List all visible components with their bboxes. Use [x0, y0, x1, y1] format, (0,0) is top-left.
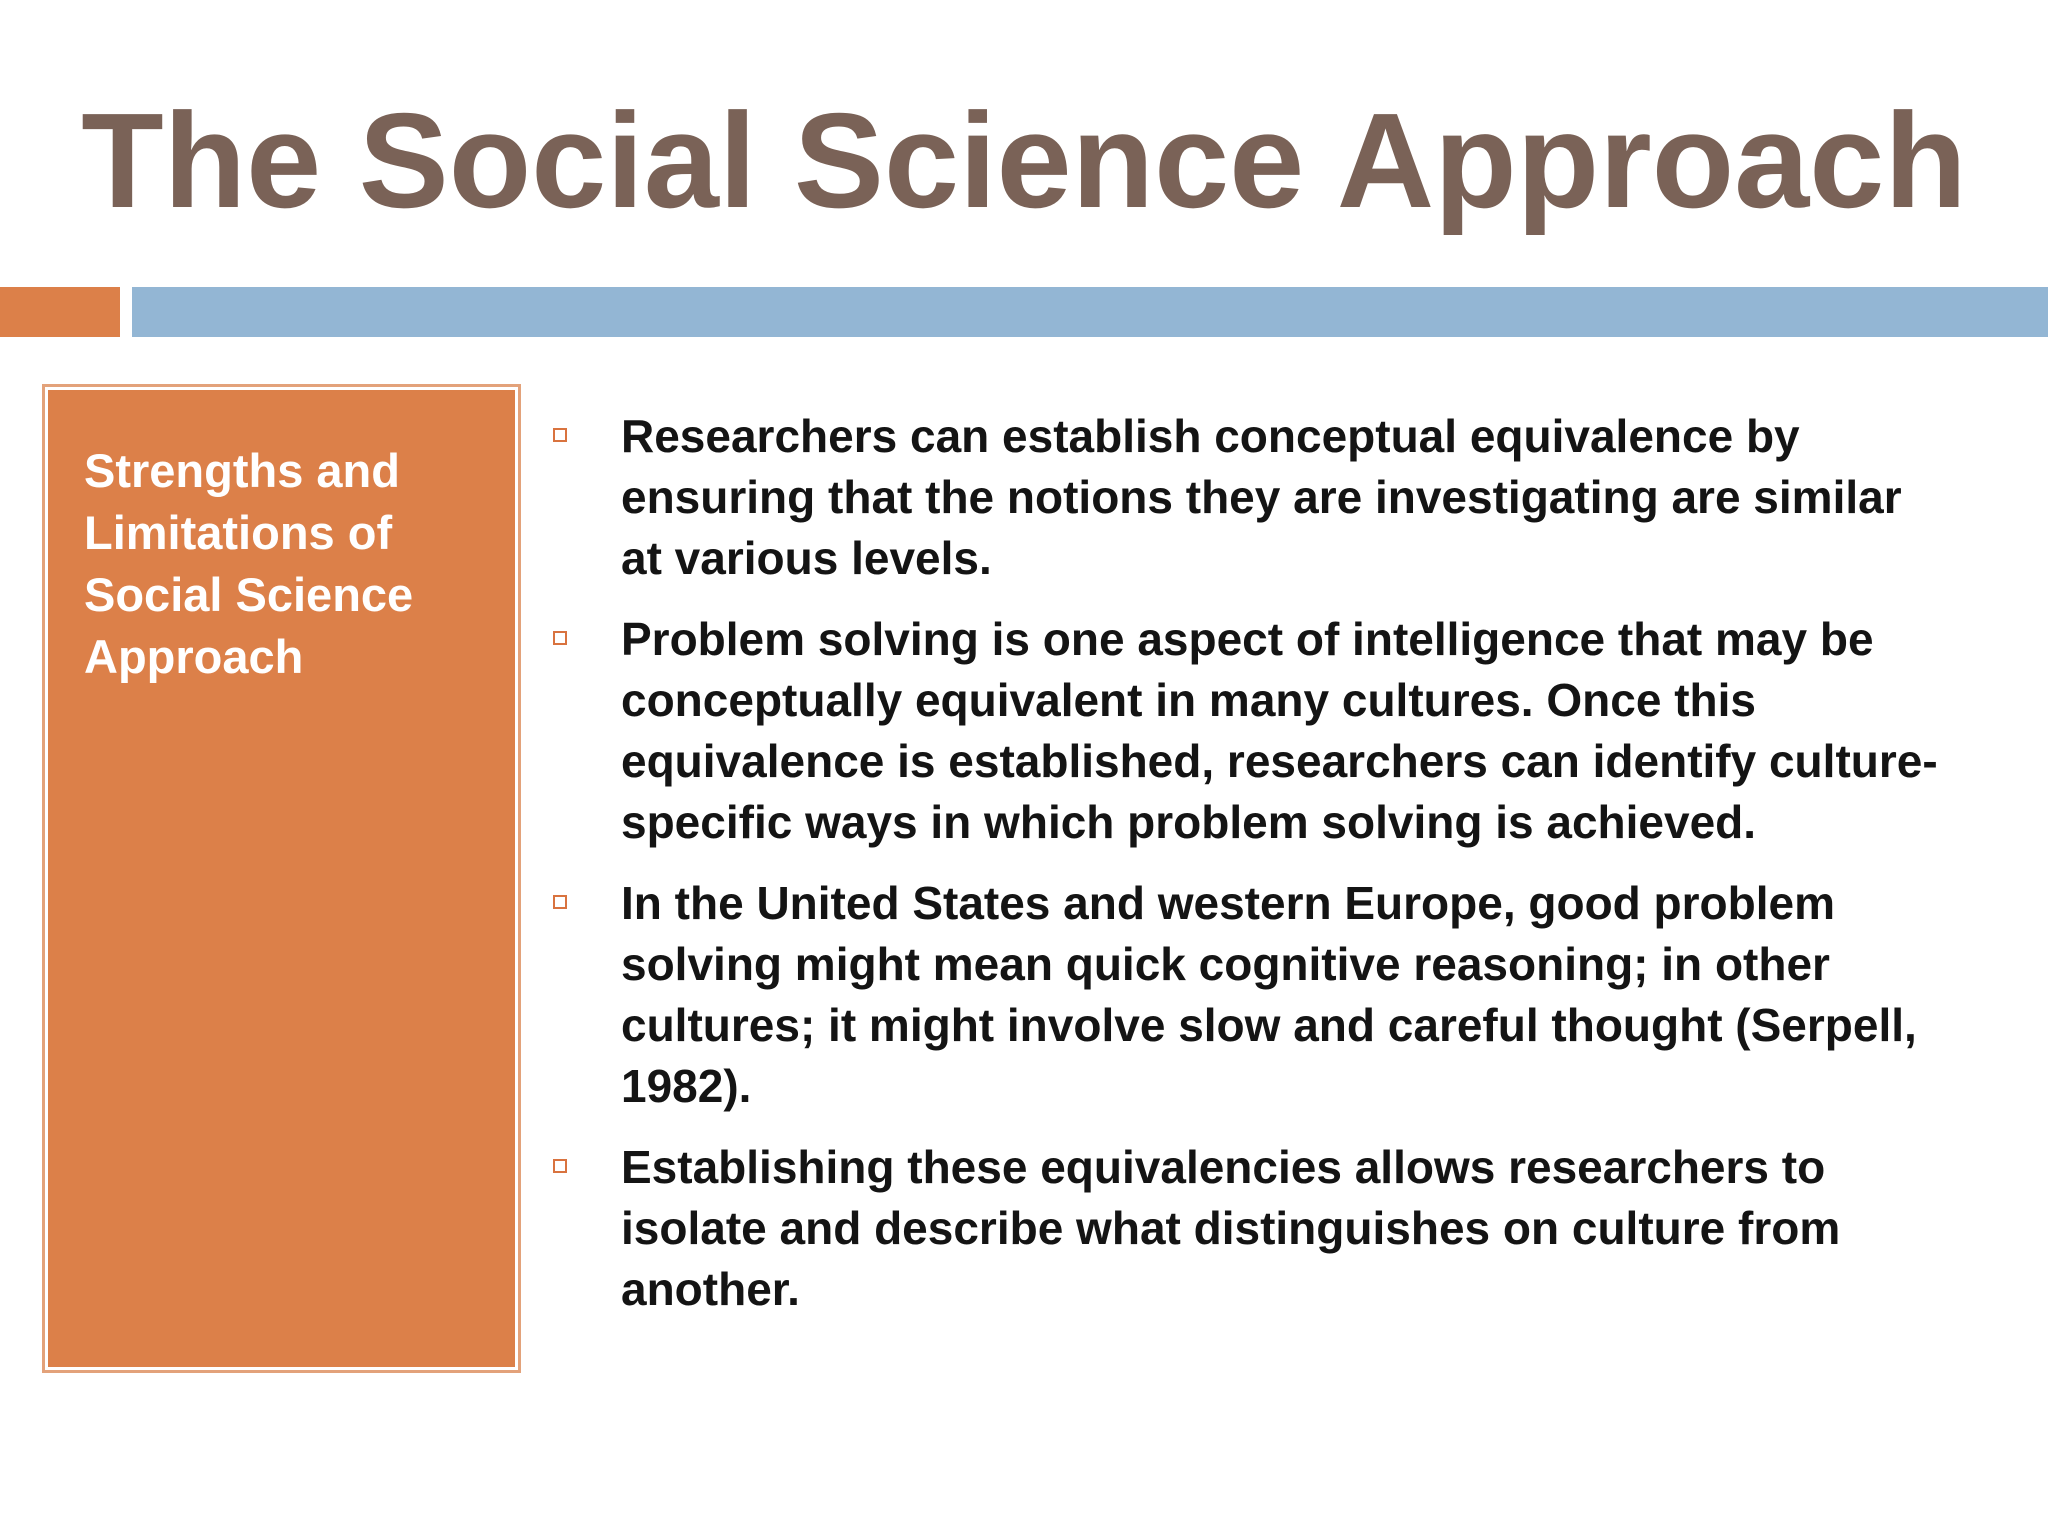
bullet-text: Problem solving is one aspect of intelligence that may be conceptually equivalent in many cultures. Once this equivalence is established, researchers can identify culture-specific ways in which problem solving is achieved. [621, 613, 1938, 848]
hollow-square-bullet-icon [553, 428, 567, 442]
bullet-list [553, 406, 1948, 1340]
bullet-text: Researchers can establish conceptual equivalence by ensuring that the notions they are investigating are similar at various levels. [621, 410, 1902, 584]
bullet-item [553, 609, 1948, 853]
hollow-square-bullet-icon [553, 895, 567, 909]
side-panel-title: Strengths and Limitations of Social Science Approach [84, 444, 414, 683]
hollow-square-bullet-icon [553, 1159, 567, 1173]
bullet-text: Establishing these equivalencies allows researchers to isolate and describe what distinguishes on culture from another. [621, 1141, 1841, 1315]
title-accent-block [0, 287, 120, 337]
slide-title: The Social Science Approach [81, 85, 1967, 236]
bullet-text: In the United States and western Europe, good problem solving might mean quick cognitive reasoning; in other cultures; it might involve slow and careful thought (Serpell, 1982). [621, 877, 1917, 1112]
hollow-square-bullet-icon [553, 631, 567, 645]
bullet-item [553, 873, 1948, 1117]
side-panel [45, 387, 518, 1370]
bullet-item [553, 1137, 1948, 1320]
title-accent-bar [132, 287, 2048, 337]
bullet-item [553, 406, 1948, 589]
